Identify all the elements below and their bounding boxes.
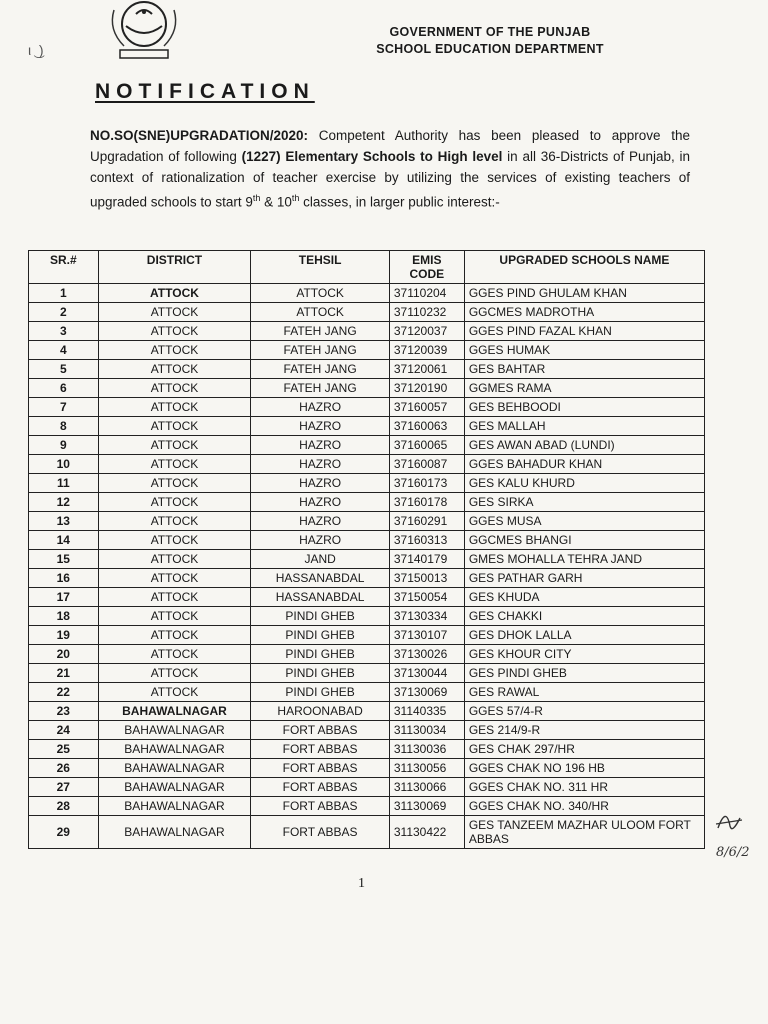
cell-tehsil: FORT ABBAS xyxy=(251,740,390,759)
cell-district: ATTOCK xyxy=(98,303,251,322)
table-header-row xyxy=(29,251,705,284)
cell-district: ATTOCK xyxy=(98,569,251,588)
cell-district: BAHAWALNAGAR xyxy=(98,778,251,797)
cell-tehsil: PINDI GHEB xyxy=(251,664,390,683)
cell-district: ATTOCK xyxy=(98,322,251,341)
margin-mark: ι ͜ ) xyxy=(28,42,44,58)
cell-tehsil: HAROONABAD xyxy=(251,702,390,721)
cell-district: ATTOCK xyxy=(98,379,251,398)
cell-sr: 13 xyxy=(29,512,99,531)
cell-tehsil: FORT ABBAS xyxy=(251,759,390,778)
cell-sr: 8 xyxy=(29,417,99,436)
cell-sr: 5 xyxy=(29,360,99,379)
cell-emis-code: 37160173 xyxy=(389,474,464,493)
notification-title: NOTIFICATION xyxy=(95,80,315,103)
header-school-name: UPGRADED SCHOOLS NAME xyxy=(464,251,704,284)
cell-tehsil: JAND xyxy=(251,550,390,569)
cell-school-name: GGMES RAMA xyxy=(464,379,704,398)
cell-sr: 24 xyxy=(29,721,99,740)
table-row xyxy=(29,322,705,341)
cell-sr: 27 xyxy=(29,778,99,797)
cell-district: ATTOCK xyxy=(98,284,251,303)
cell-tehsil: HAZRO xyxy=(251,417,390,436)
table-row xyxy=(29,778,705,797)
schools-table xyxy=(28,250,705,849)
cell-tehsil: PINDI GHEB xyxy=(251,626,390,645)
cell-school-name: GGES PIND FAZAL KHAN xyxy=(464,322,704,341)
cell-school-name: GES KALU KHURD xyxy=(464,474,704,493)
cell-tehsil: HAZRO xyxy=(251,455,390,474)
cell-tehsil: HAZRO xyxy=(251,512,390,531)
table-row xyxy=(29,493,705,512)
cell-district: BAHAWALNAGAR xyxy=(98,740,251,759)
cell-district: ATTOCK xyxy=(98,645,251,664)
table-row xyxy=(29,512,705,531)
cell-district: ATTOCK xyxy=(98,417,251,436)
cell-emis-code: 37120039 xyxy=(389,341,464,360)
table-row xyxy=(29,721,705,740)
intro-text-1: Competent Authority has been pleased to approve the Upgradation of following xyxy=(90,128,690,164)
signature-date: 8/6/2 xyxy=(716,845,750,860)
table-row xyxy=(29,645,705,664)
page-number: 1 xyxy=(358,876,365,891)
cell-sr: 14 xyxy=(29,531,99,550)
cell-school-name: GGCMES MADROTHA xyxy=(464,303,704,322)
cell-school-name: GGES CHAK NO. 311 HR xyxy=(464,778,704,797)
cell-school-name: GGES HUMAK xyxy=(464,341,704,360)
cell-school-name: GES TANZEEM MAZHAR ULOOM FORT ABBAS xyxy=(464,816,704,849)
cell-emis-code: 31130069 xyxy=(389,797,464,816)
header-emis-code: EMIS CODE xyxy=(389,251,464,284)
cell-sr: 18 xyxy=(29,607,99,626)
cell-sr: 11 xyxy=(29,474,99,493)
cell-district: BAHAWALNAGAR xyxy=(98,702,251,721)
intro-text-3: classes, in larger public interest:- xyxy=(299,194,500,210)
table-row xyxy=(29,740,705,759)
table-row xyxy=(29,569,705,588)
cell-tehsil: PINDI GHEB xyxy=(251,607,390,626)
cell-tehsil: FORT ABBAS xyxy=(251,816,390,849)
cell-district: ATTOCK xyxy=(98,607,251,626)
cell-tehsil: PINDI GHEB xyxy=(251,683,390,702)
cell-emis-code: 31130066 xyxy=(389,778,464,797)
table-row xyxy=(29,702,705,721)
cell-emis-code: 37160063 xyxy=(389,417,464,436)
cell-school-name: GES KHOUR CITY xyxy=(464,645,704,664)
cell-district: ATTOCK xyxy=(98,455,251,474)
cell-school-name: GES PATHAR GARH xyxy=(464,569,704,588)
cell-district: ATTOCK xyxy=(98,512,251,531)
cell-emis-code: 31130034 xyxy=(389,721,464,740)
cell-emis-code: 37160178 xyxy=(389,493,464,512)
table-row xyxy=(29,626,705,645)
table-body xyxy=(29,284,705,849)
cell-school-name: GGES PIND GHULAM KHAN xyxy=(464,284,704,303)
cell-school-name: GES 214/9-R xyxy=(464,721,704,740)
table-row xyxy=(29,341,705,360)
cell-sr: 20 xyxy=(29,645,99,664)
punjab-govt-logo xyxy=(96,0,192,62)
cell-emis-code: 37120037 xyxy=(389,322,464,341)
cell-sr: 28 xyxy=(29,797,99,816)
cell-sr: 3 xyxy=(29,322,99,341)
cell-tehsil: HAZRO xyxy=(251,474,390,493)
cell-tehsil: FATEH JANG xyxy=(251,341,390,360)
cell-school-name: GES DHOK LALLA xyxy=(464,626,704,645)
cell-emis-code: 37160087 xyxy=(389,455,464,474)
cell-school-name: GES CHAK 297/HR xyxy=(464,740,704,759)
table-row xyxy=(29,607,705,626)
cell-emis-code: 37110204 xyxy=(389,284,464,303)
cell-school-name: GES CHAKKI xyxy=(464,607,704,626)
cell-emis-code: 37150013 xyxy=(389,569,464,588)
cell-school-name: GES BAHTAR xyxy=(464,360,704,379)
cell-emis-code: 37130107 xyxy=(389,626,464,645)
cell-school-name: GGES 57/4-R xyxy=(464,702,704,721)
cell-school-name: GES PINDI GHEB xyxy=(464,664,704,683)
cell-tehsil: HAZRO xyxy=(251,493,390,512)
table-row xyxy=(29,816,705,849)
cell-sr: 15 xyxy=(29,550,99,569)
cell-school-name: GGES CHAK NO 196 HB xyxy=(464,759,704,778)
table-row xyxy=(29,379,705,398)
cell-emis-code: 37150054 xyxy=(389,588,464,607)
cell-tehsil: HASSANABDAL xyxy=(251,588,390,607)
cell-school-name: GES AWAN ABAD (LUNDI) xyxy=(464,436,704,455)
cell-emis-code: 37130069 xyxy=(389,683,464,702)
cell-sr: 23 xyxy=(29,702,99,721)
cell-district: ATTOCK xyxy=(98,588,251,607)
cell-school-name: GES KHUDA xyxy=(464,588,704,607)
cell-sr: 9 xyxy=(29,436,99,455)
cell-tehsil: FORT ABBAS xyxy=(251,778,390,797)
cell-emis-code: 37130026 xyxy=(389,645,464,664)
cell-emis-code: 37120061 xyxy=(389,360,464,379)
table-row xyxy=(29,474,705,493)
table-row xyxy=(29,398,705,417)
cell-school-name: GGES MUSA xyxy=(464,512,704,531)
table-row xyxy=(29,531,705,550)
cell-district: ATTOCK xyxy=(98,683,251,702)
table-row xyxy=(29,360,705,379)
cell-district: BAHAWALNAGAR xyxy=(98,797,251,816)
header-tehsil: TEHSIL xyxy=(251,251,390,284)
cell-tehsil: HAZRO xyxy=(251,531,390,550)
cell-school-name: GES RAWAL xyxy=(464,683,704,702)
cell-sr: 12 xyxy=(29,493,99,512)
table-row xyxy=(29,550,705,569)
table-row xyxy=(29,683,705,702)
cell-sr: 29 xyxy=(29,816,99,849)
cell-school-name: GES BEHBOODI xyxy=(464,398,704,417)
notification-intro xyxy=(90,125,690,213)
cell-tehsil: PINDI GHEB xyxy=(251,645,390,664)
cell-sr: 22 xyxy=(29,683,99,702)
reference-number: NO.SO(SNE)UPGRADATION/2020: xyxy=(90,128,309,143)
cell-sr: 7 xyxy=(29,398,99,417)
cell-school-name: GES MALLAH xyxy=(464,417,704,436)
cell-school-name: GMES MOHALLA TEHRA JAND xyxy=(464,550,704,569)
cell-district: ATTOCK xyxy=(98,531,251,550)
cell-sr: 26 xyxy=(29,759,99,778)
cell-emis-code: 31140335 xyxy=(389,702,464,721)
cell-sr: 1 xyxy=(29,284,99,303)
cell-school-name: GGES CHAK NO. 340/HR xyxy=(464,797,704,816)
cell-sr: 4 xyxy=(29,341,99,360)
table-row xyxy=(29,455,705,474)
cell-emis-code: 37160291 xyxy=(389,512,464,531)
cell-district: ATTOCK xyxy=(98,474,251,493)
cell-tehsil: ATTOCK xyxy=(251,284,390,303)
table-row xyxy=(29,664,705,683)
handwritten-signature xyxy=(712,800,768,870)
header-line1: GOVERNMENT OF THE PUNJAB xyxy=(389,25,591,39)
table-row xyxy=(29,284,705,303)
intro-bold: (1227) Elementary Schools to High level xyxy=(241,149,503,164)
intro-text-2: in all 36-Districts of Punjab, in context of rationalization of teacher exercise by utilizing the services of existing teachers of upgraded schools to start 9 xyxy=(90,149,691,210)
cell-emis-code: 37110232 xyxy=(389,303,464,322)
cell-tehsil: HASSANABDAL xyxy=(251,569,390,588)
cell-sr: 10 xyxy=(29,455,99,474)
cell-emis-code: 31130422 xyxy=(389,816,464,849)
cell-tehsil: FORT ABBAS xyxy=(251,721,390,740)
cell-emis-code: 37140179 xyxy=(389,550,464,569)
table-row xyxy=(29,303,705,322)
cell-emis-code: 31130056 xyxy=(389,759,464,778)
cell-district: ATTOCK xyxy=(98,664,251,683)
cell-tehsil: FATEH JANG xyxy=(251,360,390,379)
cell-district: ATTOCK xyxy=(98,550,251,569)
cell-sr: 19 xyxy=(29,626,99,645)
cell-tehsil: ATTOCK xyxy=(251,303,390,322)
cell-sr: 17 xyxy=(29,588,99,607)
cell-tehsil: HAZRO xyxy=(251,436,390,455)
cell-district: BAHAWALNAGAR xyxy=(98,759,251,778)
cell-emis-code: 37120190 xyxy=(389,379,464,398)
cell-emis-code: 37160313 xyxy=(389,531,464,550)
cell-tehsil: HAZRO xyxy=(251,398,390,417)
cell-school-name: GGCMES BHANGI xyxy=(464,531,704,550)
department-header xyxy=(340,24,640,58)
intro-sup-2: th xyxy=(291,193,300,203)
cell-school-name: GES SIRKA xyxy=(464,493,704,512)
cell-district: ATTOCK xyxy=(98,493,251,512)
cell-sr: 16 xyxy=(29,569,99,588)
cell-tehsil: FORT ABBAS xyxy=(251,797,390,816)
header-sr: SR.# xyxy=(29,251,99,284)
cell-district: ATTOCK xyxy=(98,398,251,417)
cell-tehsil: FATEH JANG xyxy=(251,379,390,398)
cell-sr: 6 xyxy=(29,379,99,398)
cell-emis-code: 37130044 xyxy=(389,664,464,683)
header-line2: SCHOOL EDUCATION DEPARTMENT xyxy=(376,42,604,56)
cell-sr: 25 xyxy=(29,740,99,759)
table-row xyxy=(29,797,705,816)
cell-district: BAHAWALNAGAR xyxy=(98,721,251,740)
cell-emis-code: 31130036 xyxy=(389,740,464,759)
intro-sup-1: th xyxy=(252,193,261,203)
cell-district: ATTOCK xyxy=(98,341,251,360)
table-row xyxy=(29,436,705,455)
intro-text-mid: & 10 xyxy=(260,194,292,210)
cell-district: BAHAWALNAGAR xyxy=(98,816,251,849)
cell-school-name: GGES BAHADUR KHAN xyxy=(464,455,704,474)
table-row xyxy=(29,588,705,607)
cell-district: ATTOCK xyxy=(98,360,251,379)
cell-emis-code: 37160065 xyxy=(389,436,464,455)
table-row xyxy=(29,759,705,778)
cell-emis-code: 37130334 xyxy=(389,607,464,626)
cell-sr: 2 xyxy=(29,303,99,322)
cell-sr: 21 xyxy=(29,664,99,683)
cell-emis-code: 37160057 xyxy=(389,398,464,417)
cell-district: ATTOCK xyxy=(98,436,251,455)
cell-tehsil: FATEH JANG xyxy=(251,322,390,341)
table-row xyxy=(29,417,705,436)
cell-district: ATTOCK xyxy=(98,626,251,645)
header-district: DISTRICT xyxy=(98,251,251,284)
